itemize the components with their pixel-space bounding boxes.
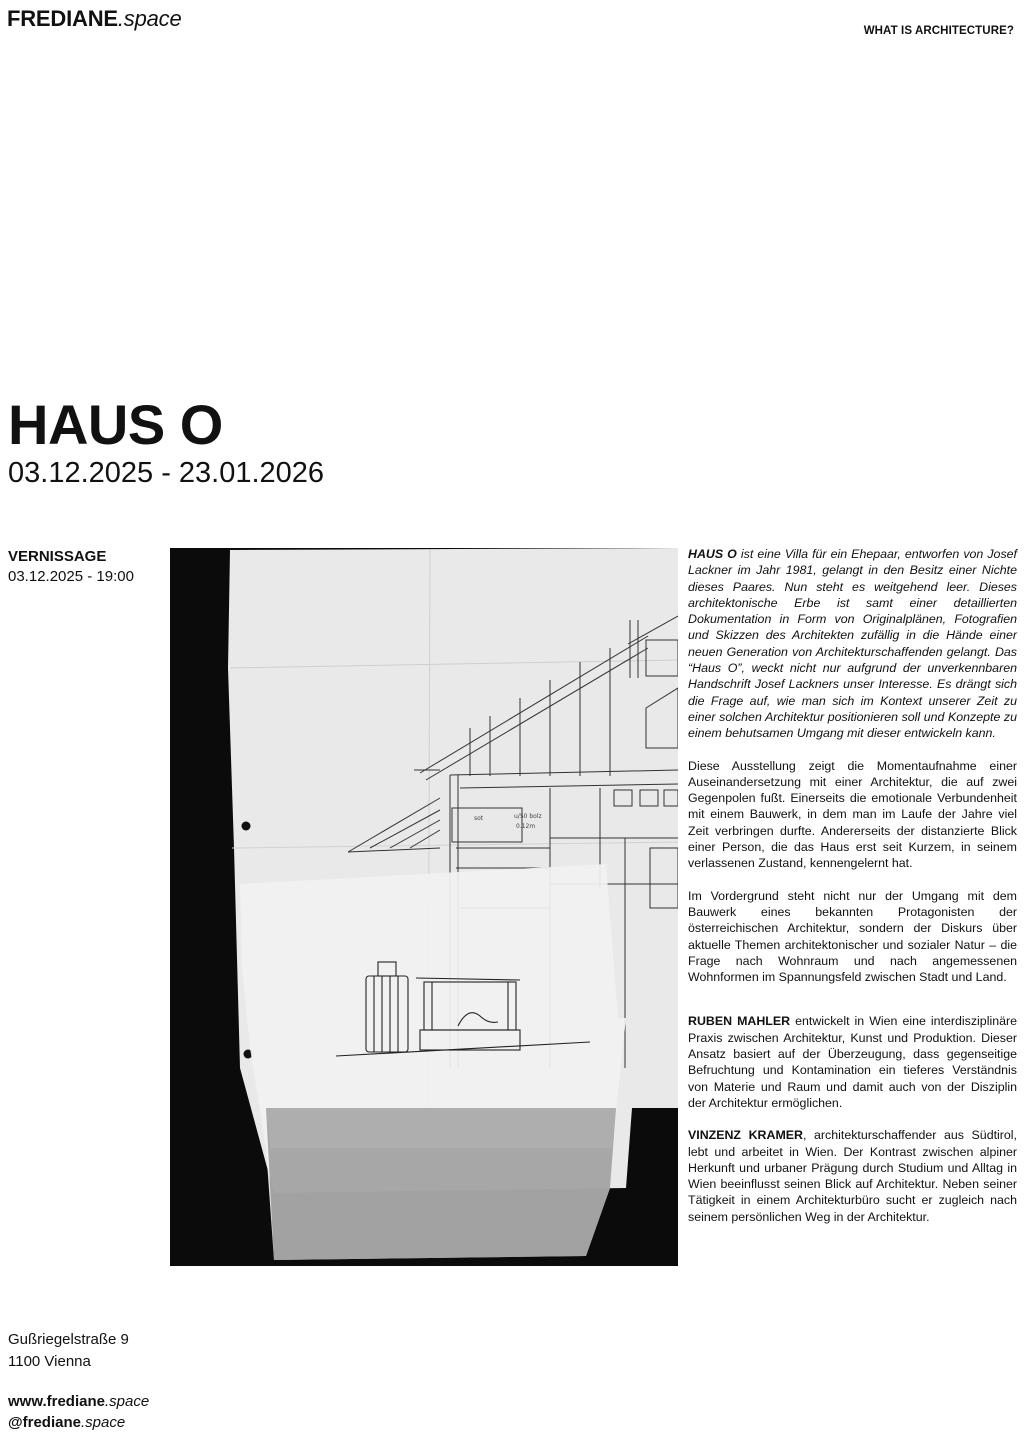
exhibition-paragraph: Diese Ausstellung zeigt die Momentaufnahme einer Auseinandersetzung mit einer Architektur, die auf zwei Gegenpolen fußt. Einerseits die emotionale Verbundenheit mit einem Bauwerk, in dem man im Laufe der Jahre viel Zeit verbringen durfte. Andererseits der distanzierte Blick einer Person, die das Haus erst seit Kurzem, in seinem verlassenen Zustand, kennengelernt hat. (688, 758, 1017, 871)
bio-vinzenz-kramer (688, 1127, 1017, 1225)
drawing-note-c: 0.12m (516, 823, 536, 830)
social-bold: @frediane (8, 1414, 81, 1431)
description-column (688, 546, 1017, 1241)
vernissage-datetime: 03.12.2025 - 19:00 (8, 568, 134, 585)
exhibition-photo (170, 548, 678, 1266)
what-is-architecture-link[interactable]: WHAT IS ARCHITECTURE? (863, 25, 1014, 37)
logo-italic-text: .space (117, 6, 182, 31)
website-link[interactable] (8, 1391, 149, 1412)
venue-city: 1100 Vienna (8, 1353, 91, 1370)
venue-address (8, 1329, 129, 1373)
intro-body: ist eine Villa für ein Ehepaar, entworfen von Josef Lackner im Jahr 1981, gelangt in den Besitz einer Nichte dieses Paares. Nun steht es weitgehend leer. Dieses architektonische Erbe ist samt einer detaillierten Dokumentation in Form von Originalplänen, Fotografien und Skizzen des Architekten zufällig in die Hände einer neuen Generation von Architekturschaffenden gelangt. Das “Haus O”, weckt nicht nur aufgrund der unverkennbaren Handschrift Josef Lackners unser Interesse. Es drängt sich die Frage auf, wie man sich im Kontext unserer Zeit zu einer solchen Architektur positionieren soll und Konzepte zu einem behutsamen Umgang mit dieser entwickeln kann. (688, 547, 1017, 741)
social-handle-link[interactable] (8, 1412, 149, 1433)
bio-name: VINZENZ KRAMER (688, 1128, 803, 1143)
intro-lead: HAUS O (688, 547, 737, 561)
exhibition-dates: 03.12.2025 - 23.01.2026 (8, 457, 325, 489)
bio-text: , architekturschaffender aus Südtirol, lebt und arbeitet in Wien. Der Kontrast zwischen alpiner Herkunft und urbaner Prägung durch Studium und Alltag in Wien beeinflusst seinen Blick auf Architektur. Neben seiner Tätigkeit in einem Architekturbüro sucht er zugleich nach seinem persönlichen Weg in der Architektur. (688, 1128, 1018, 1224)
context-paragraph: Im Vordergrund steht nicht nur der Umgang mit dem Bauwerk eines bekannten Protagonisten der österreichischen Architektur, sondern der Diskurs über aktuelle Themen architektonischer und sozialer Natur – die Frage nach Wohnraum und nach angemessenen Wohnformen im Spannungsfeld zwischen Stadt und Land. (688, 888, 1017, 985)
intro-paragraph (688, 546, 1017, 742)
contact-links (8, 1391, 149, 1433)
frediane-logo[interactable] (7, 6, 181, 32)
social-italic: .space (80, 1414, 126, 1431)
website-italic: .space (104, 1393, 150, 1410)
website-bold: www.frediane (8, 1393, 105, 1410)
drawing-note-a: sot (474, 815, 484, 822)
bio-text: entwickelt in Wien eine interdisziplinäre Praxis zwischen Architektur, Kunst und Produktion. Dieser Ansatz basiert auf der Überzeugung, dass gegenseitige Befruchtung und Kontamination ein tieferes Verständnis von Materie und Raum und damit auch von der Disziplin der Architektur ermöglichen. (688, 1014, 1017, 1110)
logo-bold-text: FREDIANE (7, 6, 118, 31)
drawing-note-b: u/50 bolz (514, 813, 542, 820)
bio-ruben-mahler (688, 1013, 1017, 1111)
vernissage-label: VERNISSAGE (8, 548, 107, 565)
venue-street: Gußriegelstraße 9 (8, 1331, 129, 1348)
exhibition-title: HAUS O (8, 393, 223, 456)
bio-name: RUBEN MAHLER (688, 1014, 791, 1029)
